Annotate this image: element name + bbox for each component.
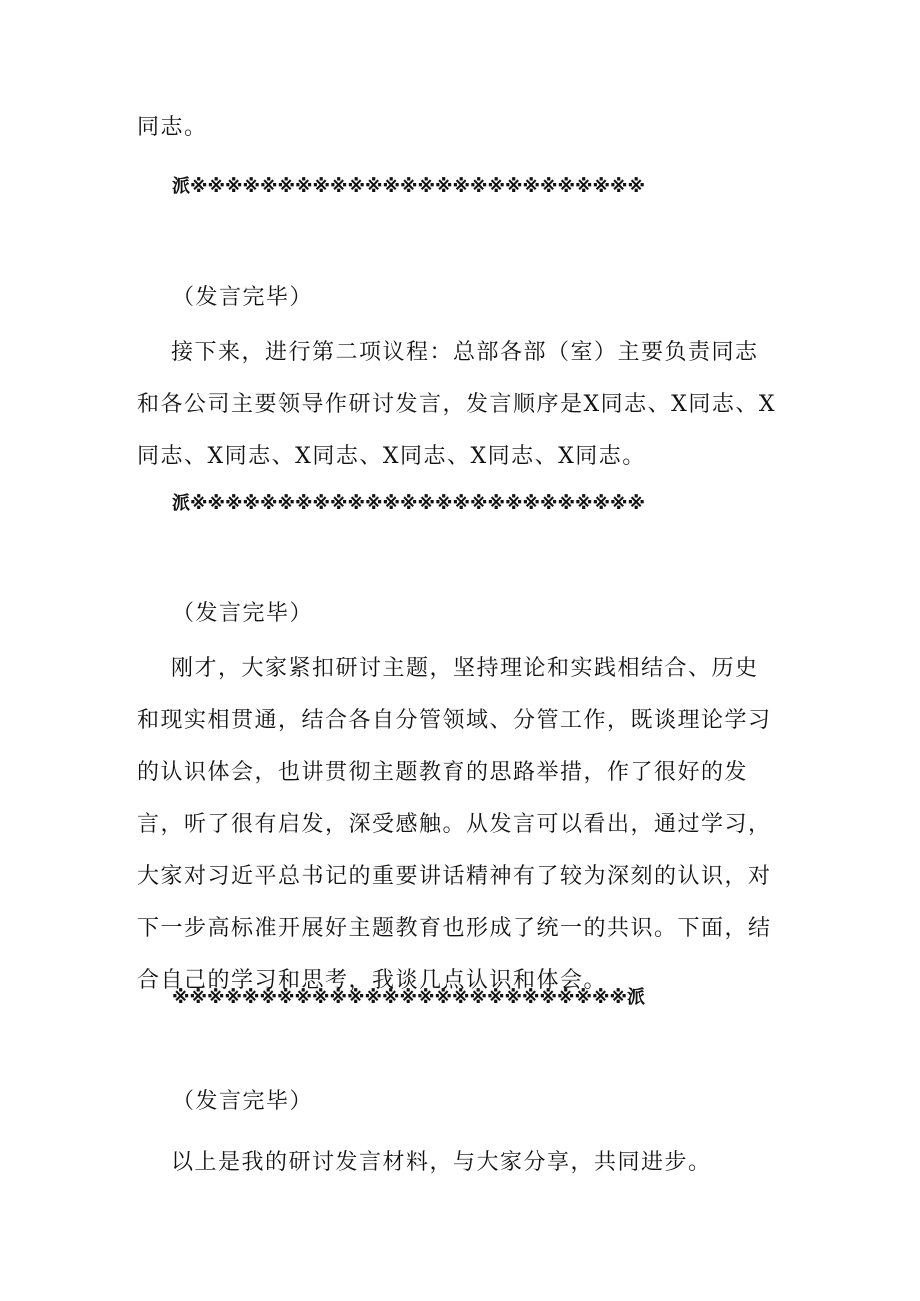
speech-closing-note: （发言完毕） xyxy=(172,1089,314,1114)
speech-closing-note: （发言完毕） xyxy=(172,601,314,626)
summary-paragraph: 刚才，大家紧扣研讨主题，坚持理论和实践相结合、历史和现实相贯通，结合各自分管领域、分管工作，既谈理论学习的认识体会，也讲贯彻主题教育的思路举措，作了很好的发言，听了很有启发，深受感触。从发言可以看出，通过学习，大家对习近平总书记的重要讲话精神有了较为深刻的认识，对下一步高标准开展好主题教育也形成了统一的共识。下面，结合自己的学习和思考，我谈几点认识和体会。 xyxy=(137,656,772,993)
agenda-paragraph: 接下来，进行第二项议程：总部各部（室）主要负责同志和各公司主要领导作研讨发言，发言顺序是X同志、X同志、X同志、X同志、X同志、X同志、X同志、X同志。 xyxy=(137,340,776,469)
separator-line: 派※※※※※※※※※※※※※※※※※※※※※※※※※※ xyxy=(172,176,645,197)
separator-line: 派※※※※※※※※※※※※※※※※※※※※※※※※※※ xyxy=(172,493,645,514)
opening-fragment: 同志。 xyxy=(137,115,208,140)
separator-line: ※※※※※※※※※※※※※※※※※※※※※※※※※※派 xyxy=(172,987,645,1008)
final-paragraph: 以上是我的研讨发言材料，与大家分享，共同进步。 xyxy=(171,1150,712,1175)
speech-closing-note: （发言完毕） xyxy=(172,285,314,310)
